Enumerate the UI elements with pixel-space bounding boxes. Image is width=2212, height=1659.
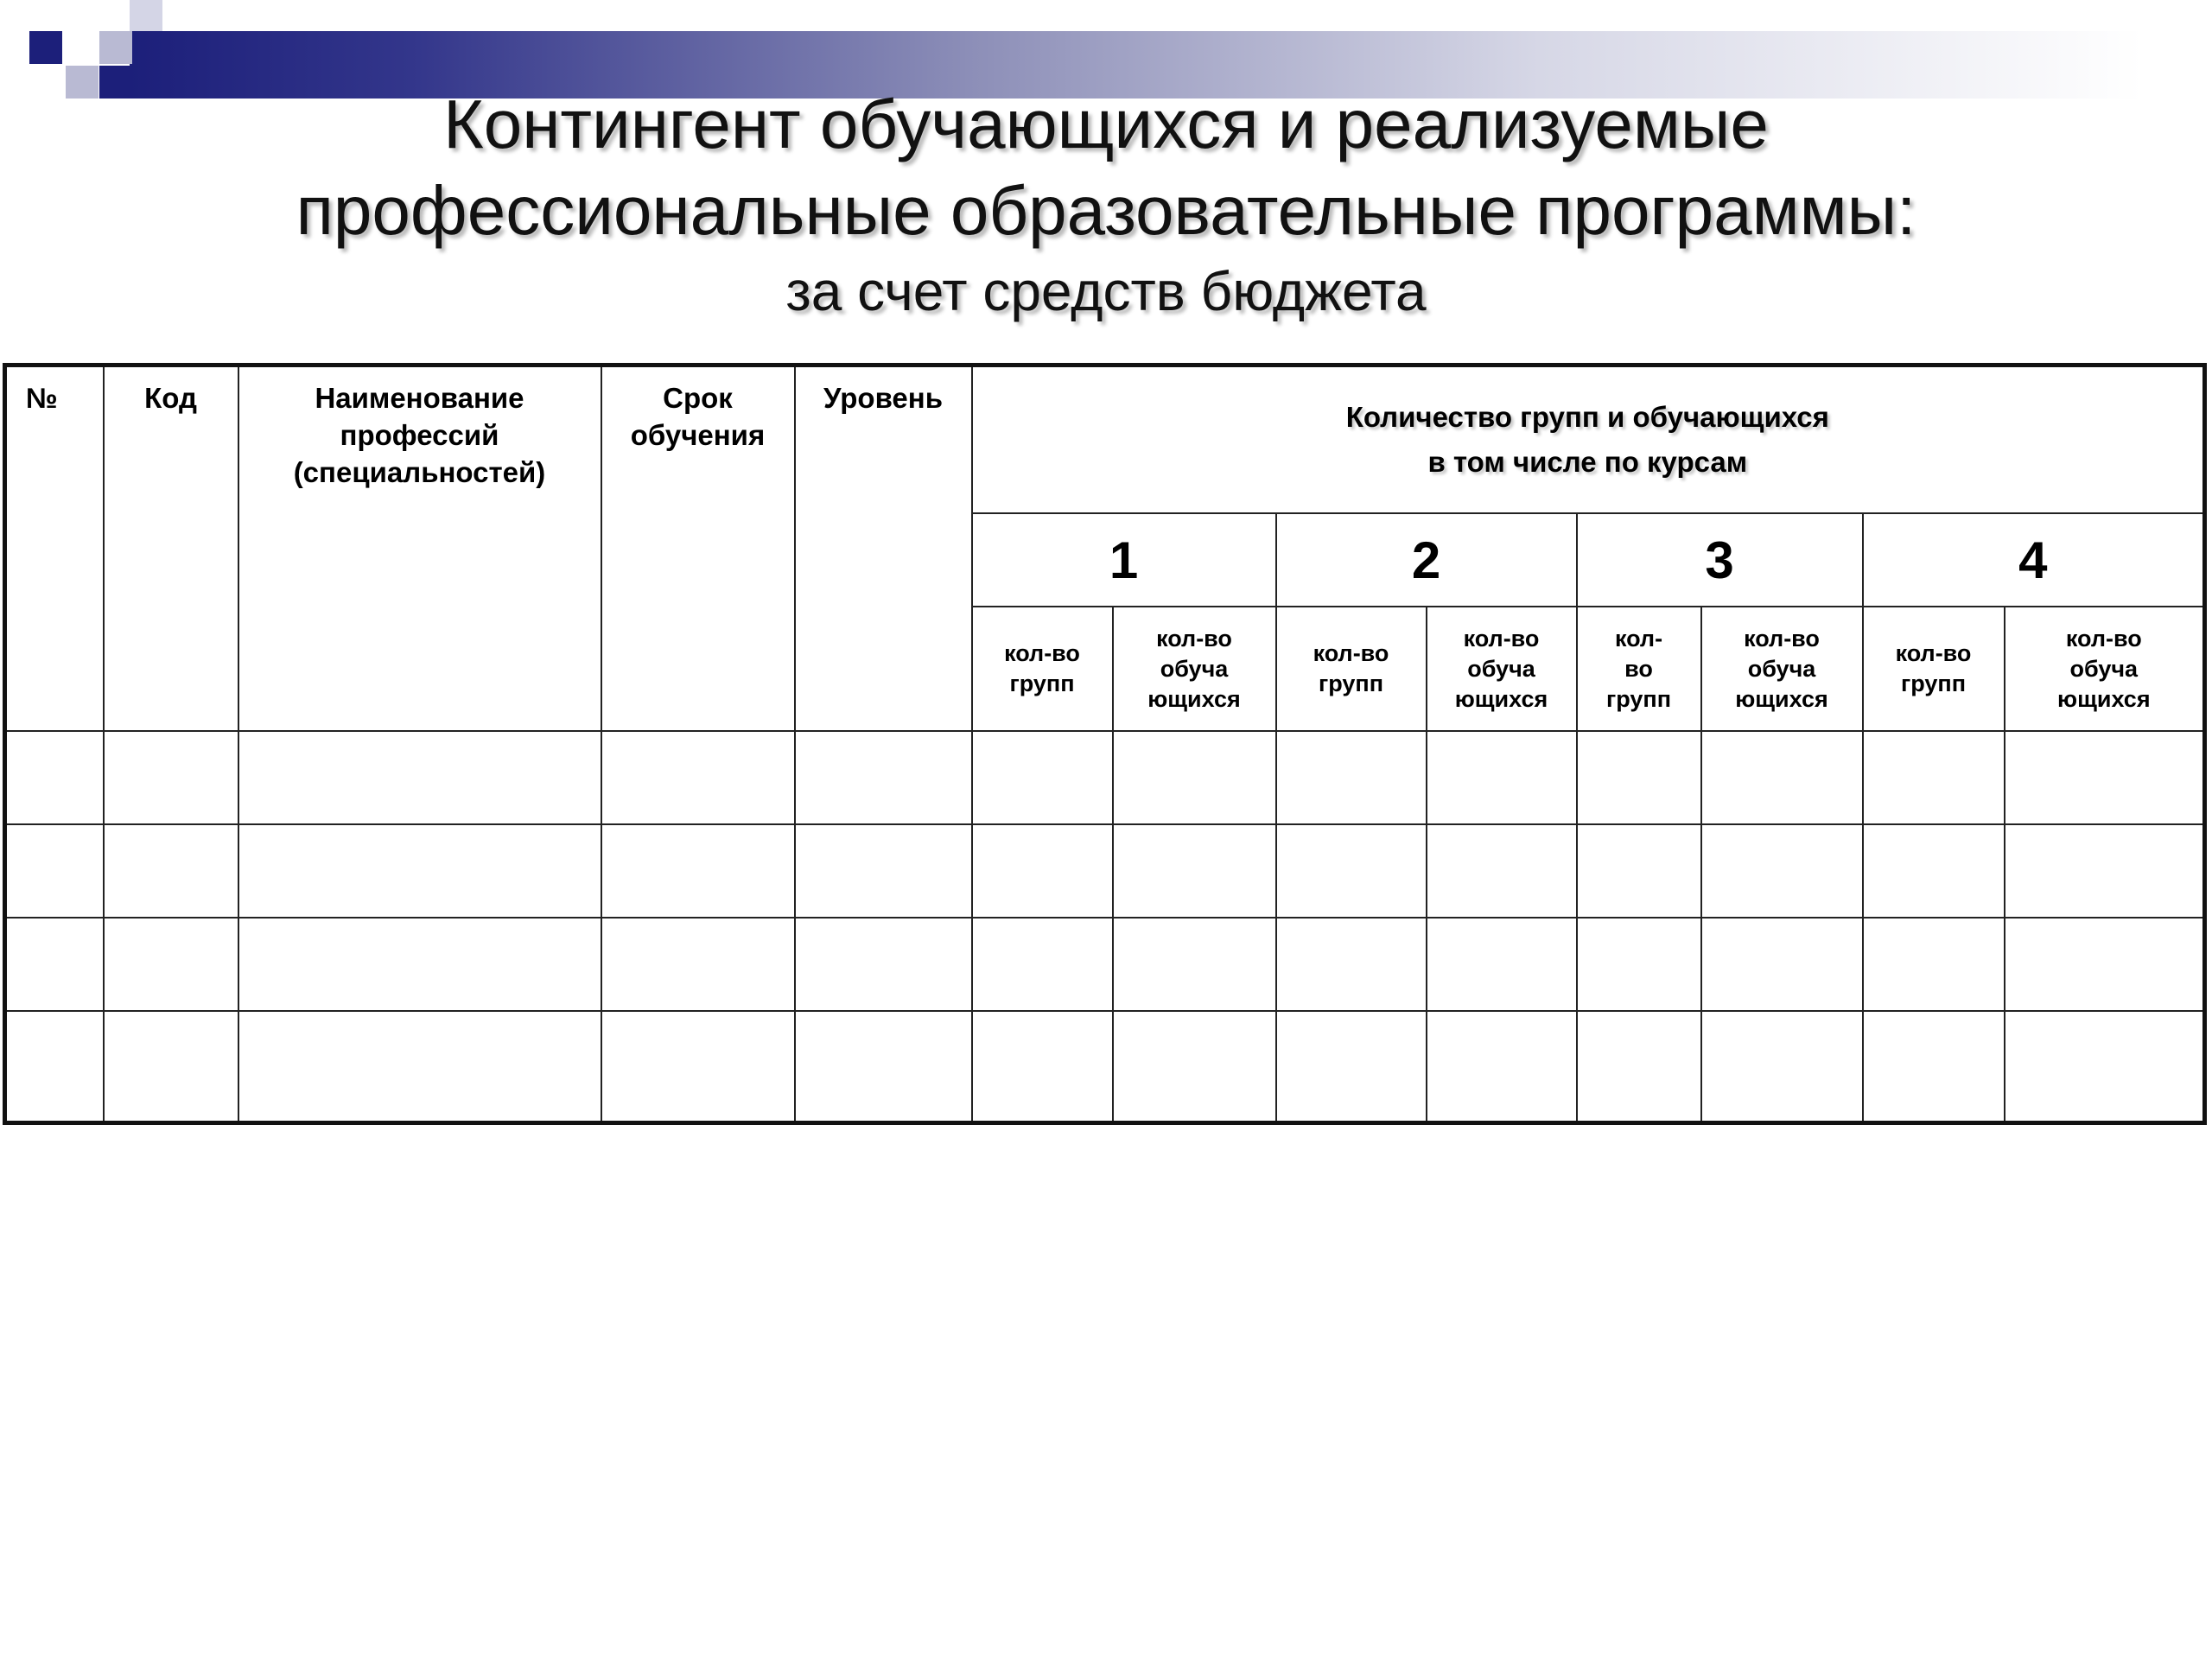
table-cell[interactable] — [1276, 918, 1427, 1011]
sub-label: кол-во — [1004, 640, 1080, 666]
header-name-line-3: (специальностей) — [293, 456, 546, 488]
table-cell[interactable] — [795, 731, 972, 824]
header-term-line-2: обучения — [630, 419, 766, 451]
table-cell[interactable] — [238, 824, 601, 918]
header-row-1 — [5, 365, 2205, 514]
course-4-students-header — [2005, 607, 2205, 731]
table-cell[interactable] — [1427, 824, 1577, 918]
table-cell[interactable] — [2005, 824, 2205, 918]
table-cell[interactable] — [5, 1011, 104, 1123]
table-cell[interactable] — [1276, 1011, 1427, 1123]
course-1-header: 1 — [972, 513, 1276, 607]
sub-label: ющихся — [1454, 685, 1548, 712]
sub-label: кол-во — [1744, 625, 1820, 652]
table-cell[interactable] — [1701, 731, 1863, 824]
table-cell[interactable] — [601, 918, 795, 1011]
table-cell[interactable] — [1113, 1011, 1276, 1123]
table-cell[interactable] — [1113, 918, 1276, 1011]
decor-square — [99, 31, 132, 64]
sub-label: ющихся — [2057, 685, 2151, 712]
table-row — [5, 918, 2205, 1011]
header-name-line-2: профессий — [340, 419, 499, 451]
table-cell[interactable] — [1863, 824, 2005, 918]
table-cell[interactable] — [1577, 824, 1701, 918]
table-cell[interactable] — [1276, 824, 1427, 918]
table-cell[interactable] — [601, 824, 795, 918]
course-4-header: 4 — [1863, 513, 2205, 607]
table-cell[interactable] — [104, 1011, 238, 1123]
table-cell[interactable] — [1577, 918, 1701, 1011]
course-1-groups-header — [972, 607, 1113, 731]
table-cell[interactable] — [2005, 1011, 2205, 1123]
table-cell[interactable] — [1863, 918, 2005, 1011]
course-2-groups-header — [1276, 607, 1427, 731]
sub-label: кол-во — [1895, 640, 1972, 666]
table-cell[interactable] — [795, 1011, 972, 1123]
header-code-label: Код — [144, 382, 197, 414]
sub-label: ющихся — [1735, 685, 1828, 712]
table-cell[interactable] — [1577, 731, 1701, 824]
course-2-header: 2 — [1276, 513, 1577, 607]
sub-label: групп — [1900, 671, 1966, 696]
table-cell[interactable] — [104, 824, 238, 918]
course-3-groups-header — [1577, 607, 1701, 731]
table-cell[interactable] — [972, 918, 1113, 1011]
sub-label: обуча — [1467, 655, 1535, 682]
decor-square — [29, 31, 62, 64]
table-cell[interactable] — [1427, 918, 1577, 1011]
slide-subtitle: за счет средств бюджета — [785, 260, 1427, 322]
table-cell[interactable] — [104, 918, 238, 1011]
sub-label: групп — [1605, 685, 1671, 712]
sub-label: кол-во — [1463, 625, 1540, 652]
table-cell[interactable] — [5, 731, 104, 824]
table-cell[interactable] — [1863, 731, 2005, 824]
header-name-line-1: Наименование — [315, 382, 524, 414]
sub-label: кол- — [1614, 625, 1663, 652]
table-cell[interactable] — [795, 824, 972, 918]
table-cell[interactable] — [1113, 824, 1276, 918]
table-cell[interactable] — [1701, 824, 1863, 918]
table-cell[interactable] — [2005, 731, 2205, 824]
course-4-groups-header — [1863, 607, 2005, 731]
header-code — [104, 365, 238, 732]
table-cell[interactable] — [1701, 918, 1863, 1011]
course-3-header: 3 — [1577, 513, 1863, 607]
header-level-label: Уровень — [823, 382, 943, 414]
sub-label: во — [1624, 655, 1653, 682]
header-term-line-1: Срок — [663, 382, 733, 414]
sub-label: кол-во — [2065, 625, 2142, 652]
table-cell[interactable] — [601, 731, 795, 824]
course-1-students-header — [1113, 607, 1276, 731]
table-cell[interactable] — [238, 1011, 601, 1123]
slide-title-line-2: профессиональные образовательные программы: — [296, 172, 1916, 249]
table-cell[interactable] — [1276, 731, 1427, 824]
table-cell[interactable] — [601, 1011, 795, 1123]
header-term — [601, 365, 795, 732]
table-cell[interactable] — [238, 918, 601, 1011]
header-groups — [972, 365, 2205, 514]
table-row — [5, 824, 2205, 918]
sub-label: обуча — [1160, 655, 1229, 682]
table-cell[interactable] — [1577, 1011, 1701, 1123]
table-cell[interactable] — [1113, 731, 1276, 824]
table-cell[interactable] — [972, 731, 1113, 824]
course-3-students-header — [1701, 607, 1863, 731]
table-cell[interactable] — [1427, 731, 1577, 824]
header-level — [795, 365, 972, 732]
table-row — [5, 1011, 2205, 1123]
decor-square — [130, 0, 162, 31]
table-cell[interactable] — [972, 1011, 1113, 1123]
sub-label: обуча — [1747, 655, 1816, 682]
table-row — [5, 731, 2205, 824]
header-groups-line-2: в том числе по курсам — [1427, 446, 1748, 478]
header-groups-line-1: Количество групп и обучающихся — [1345, 401, 1829, 433]
sub-label: кол-во — [1313, 640, 1389, 666]
sub-label: ющихся — [1147, 685, 1241, 712]
table-cell[interactable] — [972, 824, 1113, 918]
header-num — [5, 365, 104, 732]
table-cell[interactable] — [238, 731, 601, 824]
table-cell[interactable] — [1701, 1011, 1863, 1123]
table-cell[interactable] — [1863, 1011, 2005, 1123]
table-cell[interactable] — [795, 918, 972, 1011]
slide-title-line-1: Контингент обучающихся и реализуемые — [443, 86, 1769, 162]
table-cell[interactable] — [5, 824, 104, 918]
sub-label: групп — [1009, 671, 1075, 696]
table-cell[interactable] — [104, 731, 238, 824]
header-name — [238, 365, 601, 732]
sub-label: групп — [1318, 671, 1383, 696]
table-cell[interactable] — [1427, 1011, 1577, 1123]
sub-label: кол-во — [1156, 625, 1232, 652]
table-cell[interactable] — [2005, 918, 2205, 1011]
course-2-students-header — [1427, 607, 1577, 731]
sub-label: обуча — [2069, 655, 2139, 682]
contingent-table — [3, 363, 2207, 1125]
table-cell[interactable] — [5, 918, 104, 1011]
header-num-label: № — [26, 382, 58, 414]
